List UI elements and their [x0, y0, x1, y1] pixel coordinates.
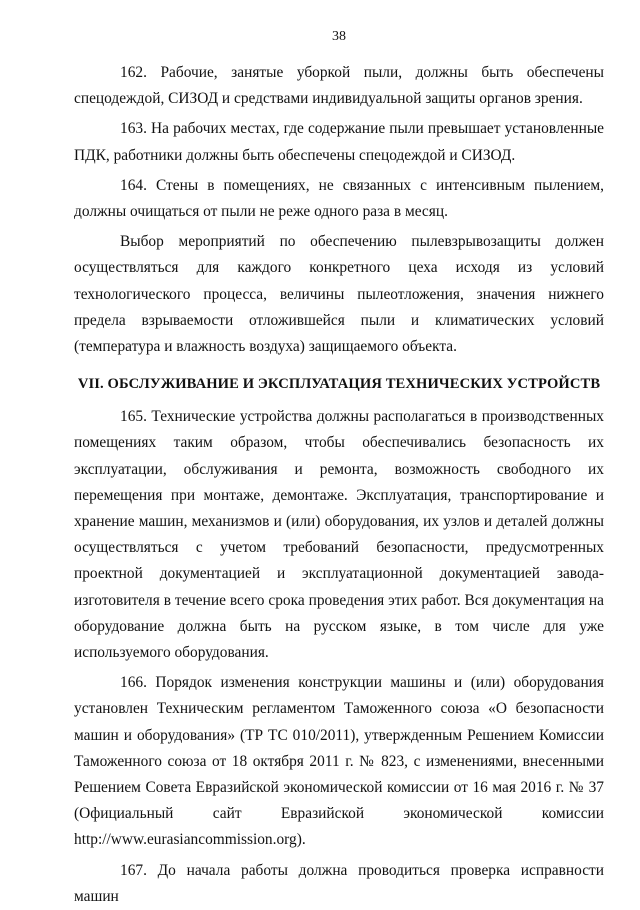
- paragraph-166: 166. Порядок изменения конструкции машины и (или) оборудования установлен Техническим регламентом Таможенного союза «О безопасности машин и оборудования» (ТР ТС 010/2011), утвержденным Решением Комиссии Таможенного союза от 18 октября 2011 г. № 823, с изменениями, внесенными Решением Совета Евразийской экономической комиссии от 16 мая 2016 г. № 37 (Официальный сайт Евразийской экономической комиссии http://www.eurasiancommission.org).: [74, 674, 604, 849]
- page-number: 38: [332, 29, 346, 44]
- section-heading: VII. ОБСЛУЖИВАНИЕ И ЭКСПЛУАТАЦИЯ ТЕХНИЧЕСКИХ УСТРОЙСТВ: [77, 376, 601, 393]
- paragraph-dust-explosion-protection: Выбор мероприятий по обеспечению пылевзрывозащиты должен осуществляться для каждого конкретного цеха исходя из условий технологического процесса, величины пылеотложения, значения нижнего предела взрываемости отложившейся пыли и климатических условий (температура и влажность воздуха) защищаемого объекта.: [74, 233, 604, 356]
- paragraph-167: 167. До начала работы должна проводиться проверка исправности машин: [74, 861, 604, 905]
- paragraph-164: 164. Стены в помещениях, не связанных с интенсивным пылением, должны очищаться от пыли не реже одного раза в месяц.: [74, 176, 604, 221]
- paragraph-162: 162. Рабочие, занятые уборкой пыли, должны быть обеспечены спецодеждой, СИЗОД и средствами индивидуальной защиты органов зрения.: [74, 64, 604, 108]
- paragraph-165: 165. Технические устройства должны располагаться в производственных помещениях таким образом, чтобы обеспечивались безопасность их эксплуатации, обслуживания и ремонта, возможность свободного их перемещения при монтаже, демонтаже. Эксплуатация, транспортирование и хранение машин, механизмов и (или) оборудования, их узлов и деталей должны осуществляться с учетом требований безопасности, предусмотренных проектной документацией и эксплуатационной документацией завода-изготовителя в течение всего срока проведения этих работ. Вся документация на оборудование должна быть на русском языке, в том числе для уже используемого оборудования.: [74, 408, 604, 662]
- paragraph-163: 163. На рабочих местах, где содержание пыли превышает установленные ПДК, работники должны быть обеспечены спецодеждой и СИЗОД.: [74, 120, 604, 164]
